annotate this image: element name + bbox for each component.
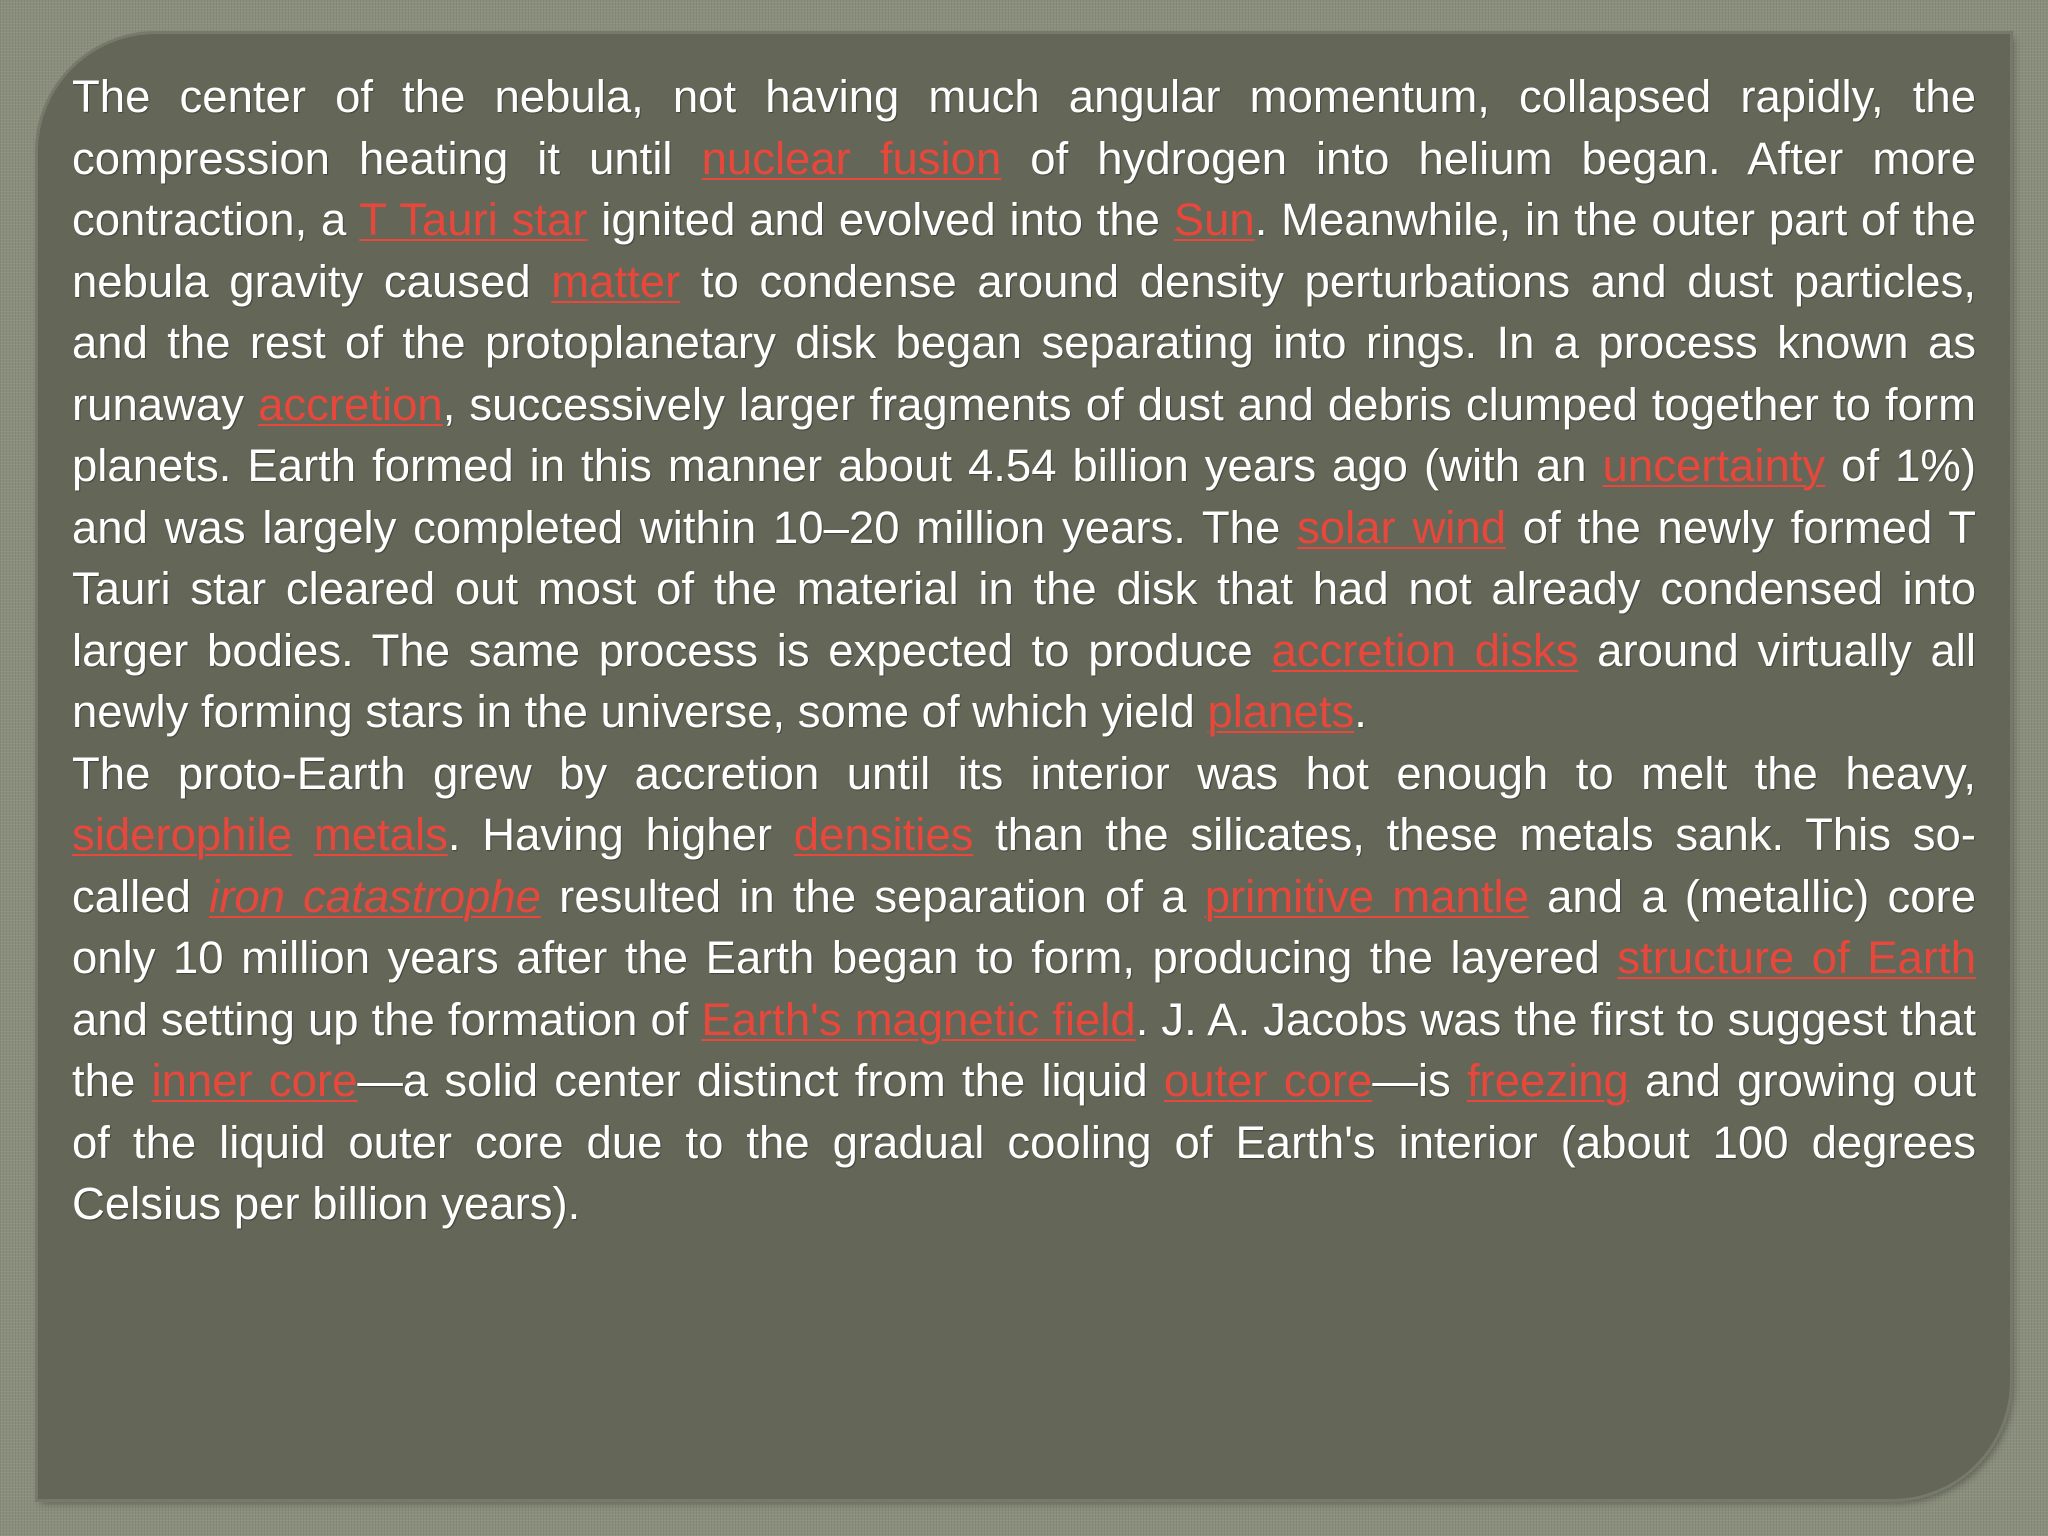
link-solar-wind[interactable]: solar wind bbox=[1297, 501, 1507, 553]
text-run: ignited and evolved into the bbox=[587, 194, 1174, 245]
text-run: resulted in the separation of a bbox=[540, 870, 1205, 922]
text-run: to condense around density perturbations and dust particles, and the rest of the protoplanetary disk began separating into rings. In a process known as runaway bbox=[72, 255, 1976, 430]
text-run: around virtually all newly forming stars in the universe, some of which yield bbox=[72, 624, 1976, 737]
text-run: of hydrogen into helium began. After more contraction, a bbox=[72, 132, 1976, 245]
link-siderophile[interactable]: siderophile bbox=[72, 809, 293, 860]
link-earths-magnetic-field[interactable]: Earth's magnetic field bbox=[701, 993, 1136, 1045]
link-accretion-disks[interactable]: accretion disks bbox=[1271, 624, 1579, 676]
text-run: of 1%) and was largely completed within 10–20 million years. The bbox=[72, 440, 1976, 553]
link-planets[interactable]: planets bbox=[1207, 686, 1355, 737]
link-uncertainty[interactable]: uncertainty bbox=[1602, 440, 1826, 491]
link-matter[interactable]: matter bbox=[551, 255, 681, 307]
link-accretion[interactable]: accretion bbox=[258, 378, 443, 430]
text-run: and growing out of the liquid outer core due to the gradual cooling of Earth's interior (about 100 degrees Celsius per billion years). bbox=[72, 1055, 1976, 1229]
link-outer-core[interactable]: outer core bbox=[1163, 1055, 1373, 1106]
text-run: . Having higher bbox=[447, 809, 794, 860]
link-nuclear-fusion[interactable]: nuclear fusion bbox=[701, 132, 1002, 184]
link-metals[interactable]: metals bbox=[313, 809, 448, 860]
link-iron-catastrophe[interactable]: iron catastrophe bbox=[209, 870, 541, 922]
link-t-tauri-star[interactable]: T Tauri star bbox=[359, 194, 588, 245]
text-run: and setting up the formation of bbox=[72, 993, 702, 1045]
link-structure-of-earth[interactable]: structure of Earth bbox=[1617, 932, 1976, 983]
text-run: and a (metallic) core only 10 million years after the Earth began to form, producing the layered bbox=[72, 870, 1977, 983]
text-run: of the newly formed T Tauri star cleared out most of the material in the disk that had not already condensed into larger bodies. The same process is expected to produce bbox=[72, 501, 1977, 676]
text-run: . J. A. Jacobs was the first to suggest that the bbox=[72, 993, 1977, 1106]
paragraph-nebula-collapse bbox=[72, 66, 1976, 743]
text-run: —a solid center distinct from the liquid bbox=[357, 1055, 1164, 1106]
link-densities[interactable]: densities bbox=[793, 809, 974, 860]
text-run: . Meanwhile, in the outer part of the nebula gravity caused bbox=[72, 194, 1977, 307]
slide-text bbox=[72, 66, 1976, 1235]
link-inner-core[interactable]: inner core bbox=[151, 1055, 358, 1106]
text-run: The proto-Earth grew by accretion until its interior was hot enough to melt the heavy, bbox=[72, 747, 1976, 799]
link-freezing[interactable]: freezing bbox=[1466, 1055, 1629, 1106]
text-run bbox=[292, 809, 314, 860]
text-run: than the silicates, these metals sank. This so-called bbox=[72, 809, 1976, 922]
link-primitive-mantle[interactable]: primitive mantle bbox=[1204, 870, 1529, 922]
text-run: —is bbox=[1372, 1055, 1467, 1106]
text-run: , successively larger fragments of dust and debris clumped together to form planets. Earth formed in this manner about 4.54 billion years ago (with an bbox=[72, 378, 1977, 491]
text-run: . bbox=[1354, 686, 1367, 737]
paragraph-proto-earth bbox=[72, 743, 1976, 1235]
text-run: The center of the nebula, not having much angular momentum, collapsed rapidly, the compression heating it until bbox=[72, 71, 1976, 184]
link-sun[interactable]: Sun bbox=[1173, 194, 1255, 245]
